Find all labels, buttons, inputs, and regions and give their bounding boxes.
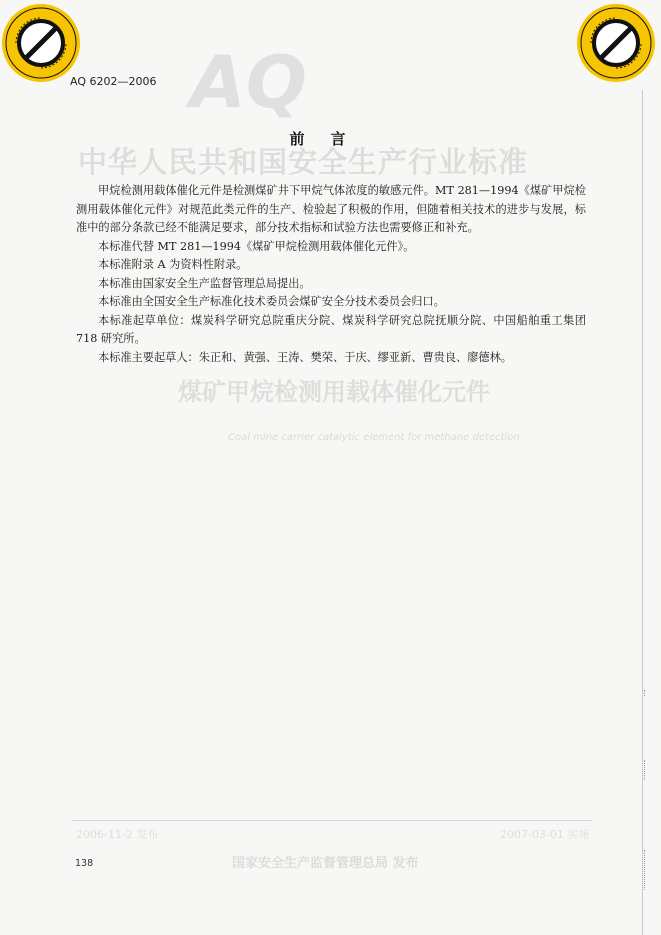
pdf-xchange-badge-left[interactable] <box>4 6 78 80</box>
paragraph: 甲烷检测用载体催化元件是检测煤矿井下甲烷气体浓度的敏感元件。MT 281—1994《煤矿甲烷检测用载体催化元件》对规范此类元件的生产、检验起了积极的作用，但随着相关技术的进步与发展，标准中的部分条款已经不能满足要求，部分技术指标和试验方法也需要修正和补充。 <box>76 184 586 234</box>
no-entry-icon <box>4 6 78 80</box>
pdf-xchange-badge-right[interactable] <box>579 6 653 80</box>
bleed-through-effective-date: 2007-03-01 实施 <box>500 828 590 841</box>
bleed-through-title: 中华人民共和国安全生产行业标准 <box>78 145 529 179</box>
scan-speck <box>644 850 655 890</box>
bleed-through-issue-date: 2006-11-2 发布 <box>76 828 159 841</box>
paragraph: 本标准由全国安全生产标准化技术委员会煤矿安全分技术委员会归口。 <box>98 295 445 308</box>
scan-speck <box>644 760 655 780</box>
paragraph: 本标准由国家安全生产监督管理总局提出。 <box>98 276 311 290</box>
bleed-through-issuer: 国家安全生产监督管理总局 发布 <box>232 856 419 871</box>
paragraph: 本标准代替 MT 281—1994《煤矿甲烷检测用载体催化元件》。 <box>98 239 415 253</box>
bleed-through-logo: AQ <box>190 40 307 124</box>
preface-heading: 前言 <box>289 130 372 148</box>
scan-speck <box>644 690 655 696</box>
paragraph: 本标准主要起草人：朱正和、黄强、王涛、樊荣、于庆、缪亚新、曹贵良、廖德林。 <box>98 350 512 364</box>
paragraph: 本标准起草单位：煤炭科学研究总院重庆分院、煤炭科学研究总院抚顺分院、中国船舶重工集团718 研究所。 <box>76 313 586 345</box>
scan-edge-line <box>642 90 643 935</box>
page-number: 138 <box>75 858 94 869</box>
bleed-through-english-title: Coal mine carrier catalytic element for methane detection <box>228 432 520 443</box>
standard-code: AQ 6202—2006 <box>70 75 157 88</box>
paragraph: 本标准附录 A 为资料性附录。 <box>98 258 248 271</box>
bleed-through-rule <box>72 820 592 821</box>
no-entry-icon <box>579 6 653 80</box>
bleed-through-subtitle: 煤矿甲烷检测用载体催化元件 <box>178 378 490 406</box>
preface-body <box>76 182 586 367</box>
